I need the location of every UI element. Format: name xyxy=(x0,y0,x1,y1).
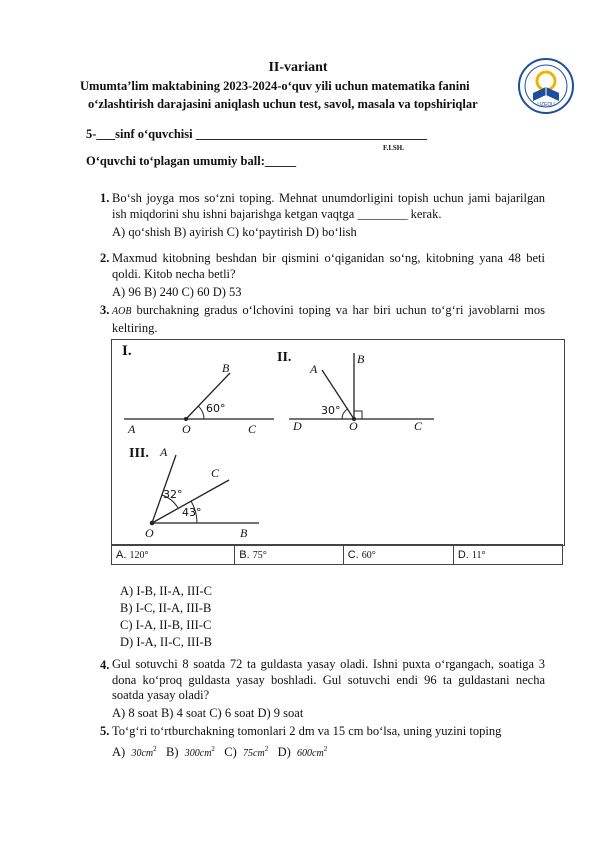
q1-text: Bo‘sh joyga mos so‘zni toping. Mehnat unumdorligini topish uchun jami bajarilgan ish miqdorini shu ishni bajarishga ketgan vaqtga ________ kerak. xyxy=(112,191,545,221)
q3-option-a: A) I-B, II-A, III-C xyxy=(120,584,212,598)
q5-text: To‘g‘ri to‘rtburchakning tomonlari 2 dm va 15 cm bo‘lsa, uning yuzini toping xyxy=(112,724,502,738)
score-line: O‘quvchi to‘plagan umumiy ball:_____ xyxy=(86,154,297,168)
fig2-point-a: A xyxy=(310,362,318,376)
q3-option-c: C) I-A, II-B, III-C xyxy=(120,618,212,632)
q3-text: AOB burchakning gradus o‘lchovini toping va har biri uchun to‘g‘ri javoblarni mos keltiring. xyxy=(112,303,545,335)
q5-number: 5. xyxy=(100,724,110,738)
fig3-angle-2: 43° xyxy=(182,506,202,519)
figure-2-label: II. xyxy=(277,350,292,365)
q3-option-b: B) I-C, II-A, III-B xyxy=(120,601,212,615)
figure-1 xyxy=(124,373,274,421)
fig2-point-o: O xyxy=(349,419,358,433)
fig1-point-b: B xyxy=(222,361,230,375)
q4-options: A) 8 soat B) 4 soat C) 6 soat D) 9 soat xyxy=(112,706,304,720)
q4-number: 4. xyxy=(100,658,110,672)
q1-options: A) qo‘shish B) ayirish C) ko‘paytirish D) bo‘lish xyxy=(112,225,357,239)
q3-option-d: D) I-A, II-C, III-B xyxy=(120,635,212,649)
figure-1-label: I. xyxy=(122,343,132,359)
header-line-1: Umumta’lim maktabining 2023-2024-o‘quv yili uchun matematika fanini xyxy=(80,79,470,93)
class-line: 5-___sinf o‘quvchisi _____________________________________ xyxy=(86,127,427,141)
fig1-point-c: C xyxy=(248,422,257,436)
q2-number: 2. xyxy=(100,251,110,265)
fig3-point-c: C xyxy=(211,466,220,480)
answer-table xyxy=(111,544,563,565)
answer-cell-c: C. 60° xyxy=(343,545,453,565)
q4-text: Gul sotuvchi 8 soatda 72 ta guldasta yasay oladi. Ishni puxta o‘rgangach, soatiga 3 dona ko‘proq guldasta yasay boshladi. Gul sotuvchi endi 96 ta guldastani necha soatda yasay oladi? xyxy=(112,657,545,702)
fig1-point-a: A xyxy=(128,422,136,436)
q3-number: 3. xyxy=(100,303,110,317)
fig1-point-o: O xyxy=(182,422,191,436)
fish-label: F.I.SH. xyxy=(383,144,404,152)
school-logo: UZEDU xyxy=(517,57,575,115)
q5-options: A) $30cm^2$ B) $300cm^2$ C) $75cm^2$ D) $600cm^2$ xyxy=(112,745,328,760)
fig2-angle: 30° xyxy=(321,404,341,417)
q2-text: Maxmud kitobning beshdan bir qismini o‘qiganidan so‘ng, kitobning yana 48 beti qoldi. Kitob necha betli? xyxy=(112,251,545,281)
answer-cell-b: B. 75° xyxy=(235,545,343,565)
q1-number: 1. xyxy=(100,191,110,205)
variant-title: II-variant xyxy=(268,60,328,75)
fig2-point-b: B xyxy=(357,352,365,366)
fig3-point-b: B xyxy=(240,526,248,540)
answer-cell-d: D. 11° xyxy=(453,545,562,565)
fig3-point-o: O xyxy=(145,526,154,540)
fig3-point-a: A xyxy=(160,445,168,459)
fig3-angle-1: 32° xyxy=(163,488,183,501)
figure-3-label: III. xyxy=(129,446,149,461)
q2-options: A) 96 B) 240 C) 60 D) 53 xyxy=(112,285,242,299)
header-line-2: o‘zlashtirish darajasini aniqlash uchun test, savol, masala va topshiriqlar xyxy=(88,97,478,111)
fig2-point-c: C xyxy=(414,419,423,433)
fig1-angle: 60° xyxy=(206,402,226,415)
figures-box xyxy=(111,339,565,546)
answer-cell-a: A. 120° xyxy=(112,545,235,565)
fig2-point-d: D xyxy=(293,419,302,433)
